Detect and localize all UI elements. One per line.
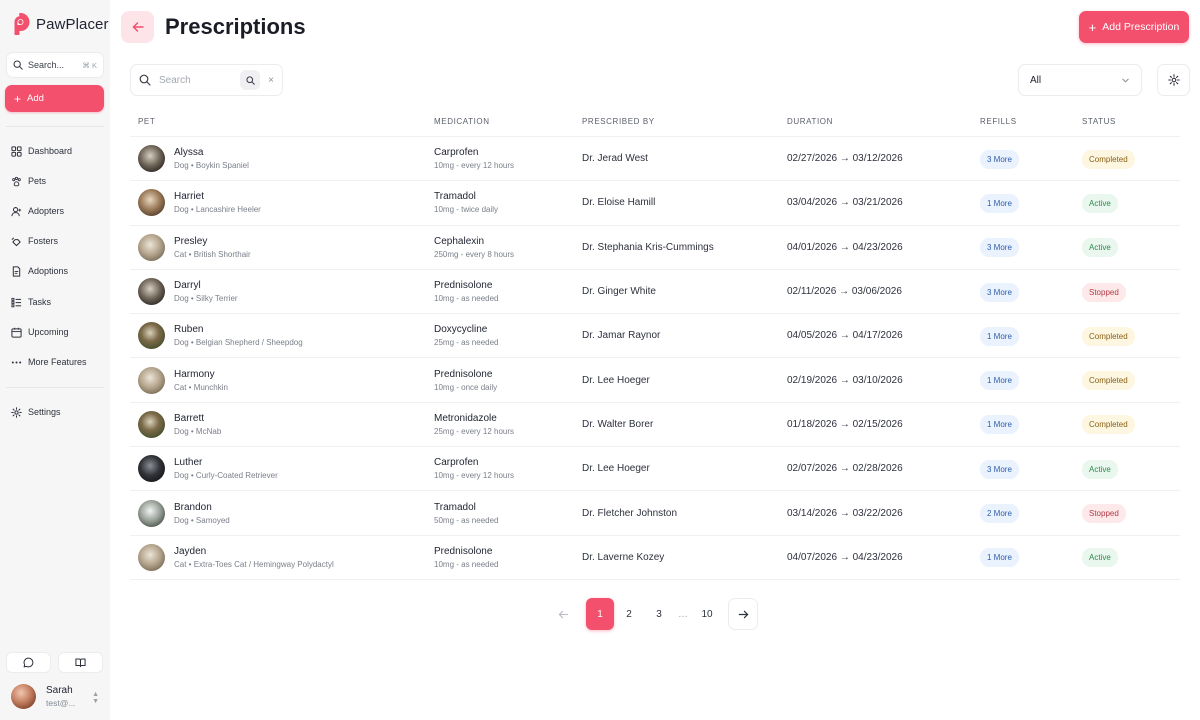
- pet-avatar: [138, 544, 165, 571]
- duration: 02/07/2026 → 02/28/2026: [787, 463, 903, 475]
- prescriber: Dr. Ginger White: [582, 286, 656, 298]
- pet-species: Cat • Extra-Toes Cat / Hemingway Polydactyl: [174, 559, 334, 569]
- page-title: Prescriptions: [165, 14, 306, 39]
- column-header-prescribed-by[interactable]: PRESCRIBED BY: [582, 117, 655, 126]
- status-filter-select[interactable]: [1018, 64, 1142, 96]
- refills-badge[interactable]: 1 More: [980, 327, 1019, 346]
- fosters-icon: [11, 236, 22, 247]
- column-header-duration[interactable]: DURATION: [787, 117, 833, 126]
- duration: 02/27/2026 → 03/12/2026: [787, 153, 903, 165]
- arrow-left-icon: [131, 20, 145, 34]
- table-row[interactable]: [130, 181, 1180, 225]
- duration: 04/01/2026 → 04/23/2026: [787, 241, 903, 253]
- search-icon: [246, 76, 255, 85]
- prescriber: Dr. Walter Borer: [582, 418, 654, 430]
- page-button-10[interactable]: 10: [701, 608, 713, 620]
- pet-name: Darryl: [174, 280, 201, 292]
- sidebar-item-pets[interactable]: [11, 173, 46, 189]
- table-row[interactable]: [130, 403, 1180, 447]
- pet-avatar: [138, 367, 165, 394]
- user-email: test@...: [46, 698, 76, 708]
- user-icon: [11, 206, 22, 217]
- table-row[interactable]: [130, 491, 1180, 535]
- pet-species: Dog • McNab: [174, 426, 222, 436]
- clear-search-button[interactable]: ×: [268, 74, 274, 86]
- column-header-refills[interactable]: REFILLS: [980, 117, 1017, 126]
- sidebar-item-label: Tasks: [28, 297, 52, 307]
- page-button-1[interactable]: 1: [586, 598, 614, 630]
- chevron-updown-icon: ▲ ▼: [92, 691, 99, 705]
- sidebar-add-label: Add: [27, 93, 44, 104]
- pet-avatar: [138, 189, 165, 216]
- prescriptions-table: [130, 107, 1180, 580]
- table-row[interactable]: [130, 314, 1180, 358]
- arrow-left-icon: [558, 609, 569, 620]
- status-filter-value: All: [1030, 74, 1042, 86]
- medication-name: Tramadol: [434, 501, 476, 513]
- search-shortcut: ⌘ K: [82, 60, 97, 70]
- sidebar-item-more-features[interactable]: [11, 354, 87, 370]
- prescriber: Dr. Jerad West: [582, 153, 648, 165]
- pet-name: Ruben: [174, 324, 204, 336]
- table-row[interactable]: [130, 270, 1180, 314]
- arrow-right-icon: [738, 609, 749, 620]
- more-icon: [11, 357, 22, 368]
- docs-button[interactable]: [58, 652, 103, 673]
- prescriber: Dr. Eloise Hamill: [582, 197, 656, 209]
- sidebar-search-label: Search...: [28, 60, 65, 70]
- dashboard-icon: [11, 146, 22, 157]
- document-icon: [11, 266, 22, 277]
- search-field[interactable]: [130, 64, 283, 96]
- page-button-2[interactable]: 2: [626, 608, 632, 620]
- medication-dose: 10mg - as needed: [434, 294, 499, 304]
- status-badge: Stopped: [1082, 283, 1126, 302]
- pagination: [548, 598, 758, 630]
- medication-name: Cephalexin: [434, 235, 485, 247]
- plus-icon: +: [14, 91, 22, 106]
- sidebar-item-label: Fosters: [28, 236, 59, 246]
- pet-avatar: [138, 411, 165, 438]
- status-badge: Active: [1082, 238, 1118, 257]
- next-page-button[interactable]: [728, 598, 758, 630]
- sidebar-item-upcoming[interactable]: [11, 324, 69, 340]
- sidebar-item-settings[interactable]: [11, 404, 61, 420]
- duration: 02/19/2026 → 03/10/2026: [787, 374, 903, 386]
- sidebar-item-tasks[interactable]: [11, 294, 51, 310]
- table-header: [130, 107, 1180, 137]
- medication-dose: 50mg - as needed: [434, 515, 499, 525]
- prescriber: Dr. Stephania Kris-Cummings: [582, 241, 714, 253]
- sidebar-item-label: Adopters: [28, 206, 65, 216]
- medication-name: Prednisolone: [434, 368, 493, 380]
- status-badge: Active: [1082, 460, 1118, 479]
- status-badge: Completed: [1082, 415, 1135, 434]
- refills-badge[interactable]: 3 More: [980, 238, 1019, 257]
- status-badge: Completed: [1082, 327, 1135, 346]
- pet-name: Barrett: [174, 412, 205, 424]
- gear-icon: [11, 407, 22, 418]
- medication-dose: 10mg - once daily: [434, 382, 498, 392]
- brand-name: PawPlacer: [36, 15, 109, 33]
- brand[interactable]: [11, 13, 109, 35]
- sidebar-item-adoptions[interactable]: [11, 263, 68, 279]
- search-icon: [13, 60, 23, 70]
- table-row[interactable]: [130, 137, 1180, 181]
- pet-avatar: [138, 234, 165, 261]
- sidebar-item-label: Adoptions: [28, 266, 69, 276]
- table-row[interactable]: [130, 226, 1180, 270]
- medication-dose: 25mg - every 12 hours: [434, 426, 515, 436]
- column-header-medication[interactable]: MEDICATION: [434, 117, 490, 126]
- pet-name: Luther: [174, 457, 203, 469]
- add-prescription-button[interactable]: [1079, 11, 1189, 43]
- medication-dose: 10mg - as needed: [434, 559, 499, 569]
- sidebar-add-button[interactable]: [5, 85, 104, 112]
- refills-badge[interactable]: 2 More: [980, 504, 1019, 523]
- medication-dose: 250mg - every 8 hours: [434, 249, 515, 259]
- pet-species: Dog • Lancashire Heeler: [174, 205, 261, 215]
- refills-badge[interactable]: 1 More: [980, 371, 1019, 390]
- pet-name: Alyssa: [174, 147, 204, 159]
- pet-species: Dog • Belgian Shepherd / Sheepdog: [174, 338, 303, 348]
- status-badge: Completed: [1082, 150, 1135, 169]
- status-badge: Active: [1082, 548, 1118, 567]
- sidebar-item-label: More Features: [28, 357, 87, 367]
- prescriber: Dr. Jamar Raynor: [582, 330, 661, 342]
- refills-badge[interactable]: 1 More: [980, 415, 1019, 434]
- search-icon: [139, 74, 151, 86]
- pet-name: Jayden: [174, 545, 207, 557]
- pawplacer-logo-icon: [11, 13, 30, 35]
- page-button-3[interactable]: 3: [656, 608, 662, 620]
- avatar: [11, 684, 36, 709]
- sidebar-item-label: Pets: [28, 176, 47, 186]
- table-row[interactable]: [130, 358, 1180, 402]
- book-icon: [75, 657, 86, 668]
- pet-avatar: [138, 500, 165, 527]
- medication-name: Carprofen: [434, 457, 479, 469]
- medication-dose: 10mg - twice daily: [434, 205, 499, 215]
- sidebar-item-label: Settings: [28, 407, 61, 417]
- table-row[interactable]: [130, 536, 1180, 580]
- gear-icon: [1168, 74, 1180, 86]
- refills-badge[interactable]: 3 More: [980, 460, 1019, 479]
- pet-species: Dog • Samoyed: [174, 515, 230, 525]
- pet-species: Dog • Curly-Coated Retriever: [174, 471, 278, 481]
- status-badge: Active: [1082, 194, 1118, 213]
- page-ellipsis: …: [678, 608, 688, 620]
- refills-badge[interactable]: 1 More: [980, 548, 1019, 567]
- main-content: [110, 0, 1200, 720]
- medication-name: Tramadol: [434, 191, 476, 203]
- sidebar-item-label: Upcoming: [28, 327, 69, 337]
- duration: 01/18/2026 → 02/15/2026: [787, 418, 903, 430]
- sidebar-item-adopters[interactable]: [11, 203, 64, 219]
- column-header-status[interactable]: STATUS: [1082, 117, 1116, 126]
- table-settings-button[interactable]: [1157, 64, 1190, 96]
- pet-avatar: [138, 145, 165, 172]
- sidebar: [0, 0, 110, 720]
- pet-avatar: [138, 322, 165, 349]
- status-badge: Completed: [1082, 371, 1135, 390]
- prescriber: Dr. Lee Hoeger: [582, 463, 650, 475]
- feedback-button[interactable]: [6, 652, 51, 673]
- prescriber: Dr. Fletcher Johnston: [582, 507, 678, 519]
- medication-name: Metronidazole: [434, 412, 497, 424]
- sidebar-item-dashboard[interactable]: [11, 143, 72, 159]
- status-badge: Stopped: [1082, 504, 1126, 523]
- table-row[interactable]: [130, 447, 1180, 491]
- duration: 03/04/2026 → 03/21/2026: [787, 197, 903, 209]
- pet-name: Presley: [174, 235, 208, 247]
- pet-species: Dog • Boykin Spaniel: [174, 161, 249, 171]
- refills-badge[interactable]: 1 More: [980, 194, 1019, 213]
- sidebar-item-fosters[interactable]: [11, 233, 58, 249]
- column-header-pet[interactable]: PET: [138, 117, 156, 126]
- medication-name: Prednisolone: [434, 280, 493, 292]
- medication-dose: 25mg - as needed: [434, 338, 499, 348]
- prescriber: Dr. Laverne Kozey: [582, 551, 665, 563]
- refills-badge[interactable]: 3 More: [980, 150, 1019, 169]
- user-profile-menu[interactable]: [11, 684, 103, 709]
- plus-icon: +: [1088, 19, 1097, 35]
- previous-page-button[interactable]: [548, 598, 578, 630]
- medication-name: Carprofen: [434, 147, 479, 159]
- duration: 04/05/2026 → 04/17/2026: [787, 330, 903, 342]
- sidebar-divider: [6, 387, 104, 388]
- pet-avatar: [138, 455, 165, 482]
- paw-icon: [11, 176, 22, 187]
- pet-name: Harriet: [174, 191, 205, 203]
- duration: 02/11/2026 → 03/06/2026: [787, 286, 902, 298]
- chevron-down-icon: [1121, 76, 1130, 85]
- back-button[interactable]: [121, 11, 154, 43]
- pet-name: Brandon: [174, 501, 212, 513]
- prescriber: Dr. Lee Hoeger: [582, 374, 650, 386]
- pet-species: Cat • British Shorthair: [174, 249, 251, 259]
- pet-species: Dog • Silky Terrier: [174, 294, 238, 304]
- pet-avatar: [138, 278, 165, 305]
- medication-dose: 10mg - every 12 hours: [434, 471, 515, 481]
- pet-species: Cat • Munchkin: [174, 382, 228, 392]
- duration: 03/14/2026 → 03/22/2026: [787, 507, 903, 519]
- medication-name: Doxycycline: [434, 324, 488, 336]
- tasks-icon: [11, 297, 22, 308]
- duration: 04/07/2026 → 04/23/2026: [787, 551, 903, 563]
- refills-badge[interactable]: 3 More: [980, 283, 1019, 302]
- sidebar-divider: [6, 126, 104, 127]
- sidebar-item-label: Dashboard: [28, 146, 73, 156]
- pet-name: Harmony: [174, 368, 215, 380]
- medication-dose: 10mg - every 12 hours: [434, 161, 515, 171]
- sidebar-search[interactable]: [6, 52, 104, 78]
- chat-icon: [23, 657, 34, 668]
- medication-name: Prednisolone: [434, 545, 493, 557]
- user-name: Sarah: [46, 685, 73, 696]
- search-input[interactable]: Search: [159, 74, 191, 86]
- calendar-icon: [11, 327, 22, 338]
- add-prescription-label: Add Prescription: [1102, 21, 1180, 33]
- search-submit-button[interactable]: [240, 70, 260, 90]
